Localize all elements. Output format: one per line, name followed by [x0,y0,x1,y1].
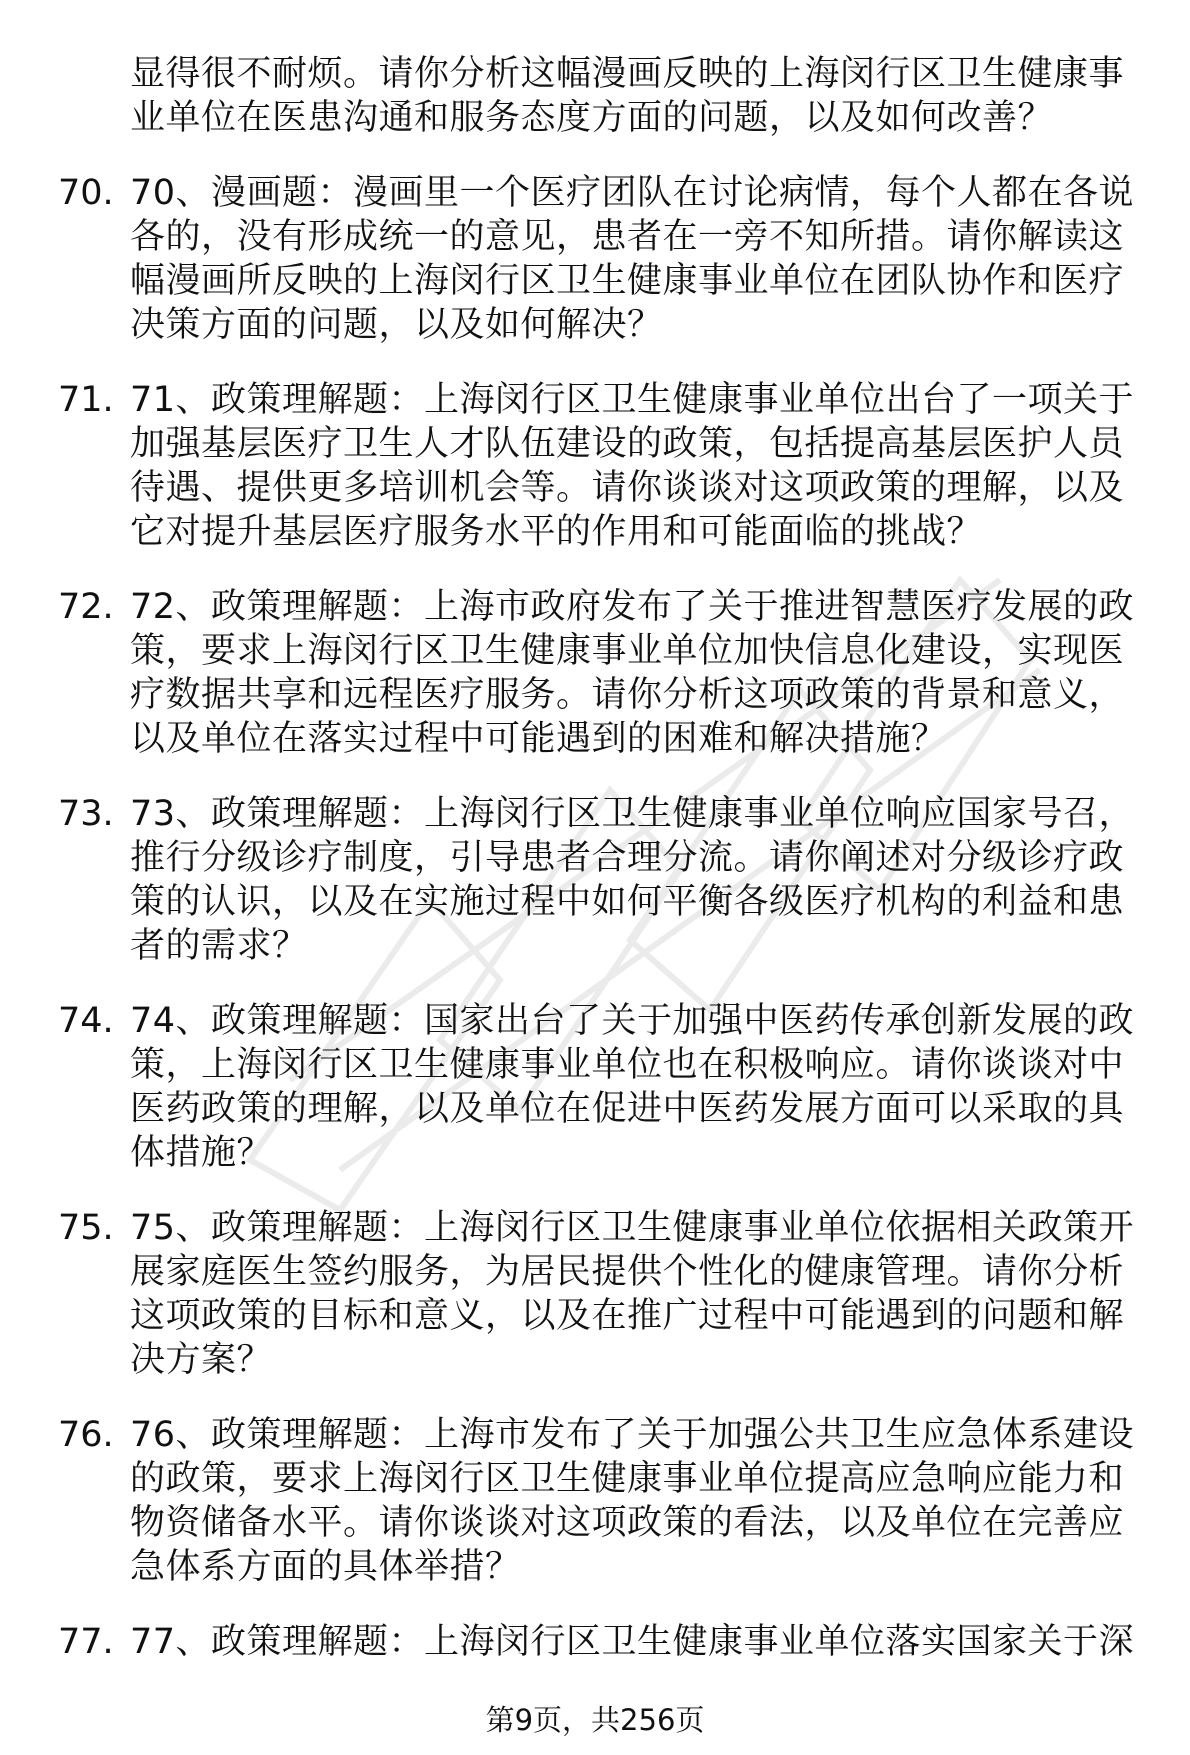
question-line: 者的需求？ [130,926,308,966]
question-number: 73. [58,794,114,834]
question-line: 74、政策理解题：国家出台了关于加强中医药传承创新发展的政 [130,1001,1135,1041]
question-line: 的政策，要求上海闵行区卫生健康事业单位提高应急响应能力和 [130,1459,1125,1499]
question-number: 74. [58,1001,114,1041]
question-line: 这项政策的目标和意义，以及在推广过程中可能遇到的问题和解 [130,1296,1125,1336]
question-line: 73、政策理解题：上海闵行区卫生健康事业单位响应国家号召， [130,794,1135,834]
question-line: 物资储备水平。请你谈谈对这项政策的看法，以及单位在完善应 [130,1503,1125,1543]
question-70 [58,171,1148,347]
question-line: 它对提升基层医疗服务水平的作用和可能面临的挑战？ [130,512,983,552]
question-number: 71. [58,380,114,420]
question-line: 76、政策理解题：上海市发布了关于加强公共卫生应急体系建设 [130,1415,1135,1455]
question-77 [58,1620,1148,1664]
question-number: 75. [58,1208,114,1248]
question-list [58,52,1148,1664]
question-line: 展家庭医生签约服务，为居民提供个性化的健康管理。请你分析 [130,1252,1125,1292]
question-number: 70. [58,173,114,213]
continued-line-2: 业单位在医患沟通和服务态度方面的问题，以及如何改善？ [130,98,1054,138]
question-number: 76. [58,1415,114,1455]
continued-question [58,52,1148,140]
question-line: 待遇、提供更多培训机会等。请你谈谈对这项政策的理解，以及 [130,468,1125,508]
question-73 [58,792,1148,968]
continued-line-1: 显得很不耐烦。请你分析这幅漫画反映的上海闵行区卫生健康事 [130,54,1125,94]
question-number: 77. [58,1622,114,1662]
question-line: 策，要求上海闵行区卫生健康事业单位加快信息化建设，实现医 [130,631,1125,671]
question-line: 疗数据共享和远程医疗服务。请你分析这项政策的背景和意义， [130,675,1125,715]
question-line: 策的认识，以及在实施过程中如何平衡各级医疗机构的利益和患 [130,882,1125,922]
question-line: 70、漫画题：漫画里一个医疗团队在讨论病情，每个人都在各说 [130,173,1135,213]
question-line: 推行分级诊疗制度，引导患者合理分流。请你阐述对分级诊疗政 [130,838,1125,878]
question-line: 体措施？ [130,1133,273,1173]
question-line: 幅漫画所反映的上海闵行区卫生健康事业单位在团队协作和医疗 [130,261,1125,301]
question-71 [58,378,1148,554]
question-line: 决策方面的问题，以及如何解决？ [130,305,663,345]
question-number: 72. [58,587,114,627]
question-line: 加强基层医疗卫生人才队伍建设的政策，包括提高基层医护人员 [130,424,1125,464]
question-line: 77、政策理解题：上海闵行区卫生健康事业单位落实国家关于深 [130,1622,1135,1662]
question-line: 医药政策的理解，以及单位在促进中医药发展方面可以采取的具 [130,1089,1125,1129]
question-line: 72、政策理解题：上海市政府发布了关于推进智慧医疗发展的政 [130,587,1135,627]
question-75 [58,1206,1148,1382]
page-footer: 第9页，共256页 [485,1703,705,1737]
question-line: 决方案？ [130,1340,273,1380]
question-74 [58,999,1148,1175]
question-76 [58,1413,1148,1589]
question-line: 75、政策理解题：上海闵行区卫生健康事业单位依据相关政策开 [130,1208,1135,1248]
question-line: 策，上海闵行区卫生健康事业单位也在积极响应。请你谈谈对中 [130,1045,1125,1085]
question-72 [58,585,1148,761]
question-line: 各的，没有形成统一的意见，患者在一旁不知所措。请你解读这 [130,217,1125,257]
question-line: 急体系方面的具体举措？ [130,1547,521,1587]
question-line: 71、政策理解题：上海闵行区卫生健康事业单位出台了一项关于 [130,380,1135,420]
question-line: 以及单位在落实过程中可能遇到的困难和解决措施？ [130,719,947,759]
